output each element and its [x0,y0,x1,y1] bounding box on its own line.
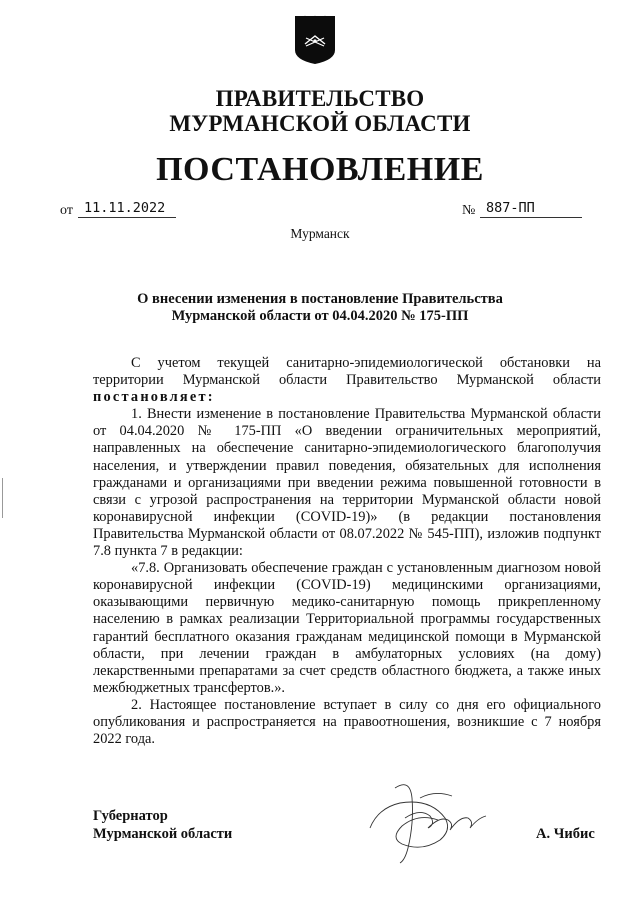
org-name-line1: ПРАВИТЕЛЬСТВО [215,86,425,111]
issuing-city: Мурманск [290,226,350,241]
number-prefix: № [462,203,476,218]
signatory-title-line2: Мурманской области [93,826,233,842]
item-1-paragraph: 1. Внести изменение в постановление Правительства Мурманской области от 04.04.2020 № 175-ПП «О введении ограничительных мероприятий, направленных на обеспечение санитарно-эпидемиологического благополучия населения, и утверждении правил поведения, обязательных для исполнения гражданами и организациями при введении режима повышенной готовности в связи с угрозой распространения на территории Мурманской области новой коронавирусной инфекции (COVID-19)» (в редакции постановления Правительства Мурманской области от 08.07.2022 № 545-ПП), изложив подпункт 7.8 пункта 7 в редакции: [93,406,601,560]
intro-text: С учетом текущей санитарно-эпидемиологической обстановки на территории Мурманской области Правительство Мурманской области [93,355,601,389]
intro-paragraph [93,355,601,406]
document-type-title: ПОСТАНОВЛЕНИЕ [156,151,484,188]
document-number: 887-ПП [480,200,582,218]
margin-mark [2,478,3,518]
item-1-quote-paragraph: «7.8. Организовать обеспечение граждан с установленным диагнозом новой коронавирусной инфекции (COVID-19) медицинскими организациями, оказывающими первичную медико-санитарную помощь прикрепленному населению в рамках реализации Территориальной программы государственных гарантий бесплатного оказания гражданам медицинской помощи в Мурманской области, при лечении граждан в амбулаторных условиях (на дому) лекарственными препаратами за счет средств областного бюджета, а также иных межбюджетных трансфертов.». [93,560,601,696]
signatory-title-line1: Губернатор [93,808,168,824]
document-date: 11.11.2022 [78,200,176,218]
subject-line1: О внесении изменения в постановление Правительства [137,291,503,307]
signatory-name: А. Чибис [536,826,595,842]
coat-of-arms-emblem [293,14,337,66]
handwritten-signature [360,768,500,868]
org-name-line2: МУРМАНСКОЙ ОБЛАСТИ [169,111,471,136]
subject-line2: Мурманской области от 04.04.2020 № 175-ПП [171,308,469,324]
document-body [93,355,601,748]
decree-word: постановляет: [93,389,215,406]
item-2-paragraph: 2. Настоящее постановление вступает в силу со дня его официального опубликования и распространяется на правоотношения, возникшие с 7 ноября 2022 года. [93,696,601,748]
date-prefix: от [60,203,73,218]
